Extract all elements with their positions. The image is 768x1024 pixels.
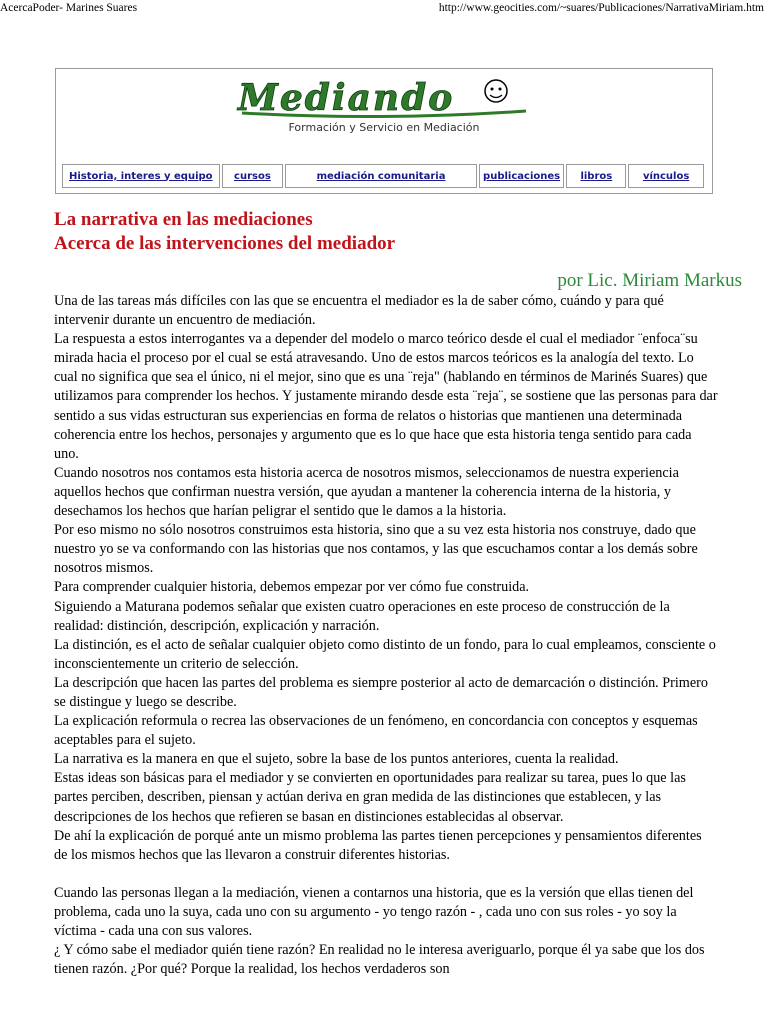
mediando-logo[interactable]: [234, 75, 534, 119]
print-header: [0, 0, 768, 16]
paragraph: La narrativa es la manera en que el sujeto, sobre la base de los puntos anteriores, cuenta la realidad.: [54, 751, 619, 768]
nav-publicaciones[interactable]: publicaciones: [479, 164, 565, 188]
site-tagline: Formación y Servicio en Mediación: [288, 121, 480, 134]
paragraph: Una de las tareas más difíciles con las que se encuentra el mediador es la de saber cómo, cuándo y para qué intervenir durante un encuentro de mediación.: [54, 293, 664, 329]
print-header-title: AcercaPoder- Marines Suares: [0, 2, 138, 14]
paragraph: Cuando nosotros nos contamos esta historia acerca de nosotros mismos, seleccionamos de nuestra experiencia aquellos hechos que confirman nuestra versión, que ayudan a mantener la coherencia interna de la historia, y desechamos los hechos que harían peligrar el sentido que le damos a la historia.: [54, 464, 679, 520]
nav-mediacion-comunitaria[interactable]: mediación comunitaria: [285, 164, 476, 188]
nav-libros[interactable]: libros: [566, 164, 626, 188]
article-author: por Lic. Miriam Markus: [557, 270, 742, 291]
article-title: [54, 208, 395, 256]
print-header-url: http://www.geocities.com/~suares/Publicaciones/NarrativaMiriam.htm: [438, 2, 764, 14]
paragraph: Estas ideas son básicas para el mediador y se convierten en oportunidades para realizar su tarea, pues lo que las partes perciben, describen, piensan y actúan deriva en gran medida de las distinciones que establecen, y las descripciones de los hechos que refieren se basan en distinciones establecidas al observar.: [54, 770, 686, 825]
paragraph: La distinción, es el acto de señalar cualquier objeto como distinto de un fondo, para lo cual empleamos, consciente o inconscientemente un criterio de selección.: [54, 636, 716, 672]
nav-historia[interactable]: Historia, interes y equipo: [62, 164, 220, 188]
nav-vinculos[interactable]: vínculos: [628, 164, 704, 188]
logo-text: Mediando: [238, 77, 455, 119]
nav-cursos[interactable]: cursos: [222, 164, 284, 188]
paragraph: Por eso mismo no sólo nosotros construimos esta historia, sino que a su vez esta historia nos construye, dado que nuestro yo se va conformando con las historias que nos contamos, y las que escuchamos contar a los demás sobre nosotros mismos.: [54, 522, 698, 577]
paragraph: Siguiendo a Maturana podemos señalar que existen cuatro operaciones en este proceso de construcción de la realidad: distinción, descripción, explicación y narración.: [54, 598, 670, 634]
title-line-2: Acerca de las intervenciones del mediador: [54, 233, 396, 254]
site-banner: [55, 68, 713, 194]
paragraph: ¿ Y cómo sabe el mediador quién tiene razón? En realidad no le interesa averiguarlo, porque él ya sabe que los dos tienen razón. ¿Por qué? Porque la realidad, los hechos verdaderos son: [54, 942, 705, 978]
paragraph: La explicación reformula o recrea las observaciones de un fenómeno, en concordancia con conceptos y esquemas aceptables para el sujeto.: [54, 713, 698, 749]
paragraph: La descripción que hacen las partes del problema es siempre posterior al acto de demarcación o distinción. Primero se distingue y luego se describe.: [54, 674, 708, 710]
article-body: [54, 292, 718, 979]
title-line-1: La narrativa en las mediaciones: [54, 209, 313, 230]
paragraph: Para comprender cualquier historia, debemos empezar por ver cómo fue construida.: [54, 579, 530, 596]
paragraph: Cuando las personas llegan a la mediación, vienen a contarnos una historia, que es la versión que ellas tienen del problema, cada uno la suya, cada uno con su argumento - yo tengo razón - , cada uno con sus roles - yo soy la víctima - cada una con sus valores.: [54, 884, 694, 939]
paragraph: La respuesta a estos interrogantes va a depender del modelo o marco teórico desde el cual el mediador ¨enfoca¨su mirada hacia el proceso por el cual se está atravesando. Uno de estos marcos teóricos es la analogía del texto. Lo cual no significa que sea el único, ni el mejor, sino que es una ¨reja" (hablando en términos de Marinés Suares) que utilizamos para comprender los hechos. Y justamente mirando desde esta ¨reja¨, se sostiene que las personas para dar sentido a sus vidas estructuran sus experiencias en forma de relatos o historias que mantienen una determinada coherencia entre los hechos, personajes y argumento que es lo que hace que esta historia tenga sentido para cada uno.: [54, 331, 718, 462]
paragraph: De ahí la explicación de porqué ante un mismo problema las partes tienen percepciones y pensamientos diferentes de los mismos hechos que las llevaron a construir diferentes historias.: [54, 827, 702, 863]
site-nav: [62, 164, 706, 188]
